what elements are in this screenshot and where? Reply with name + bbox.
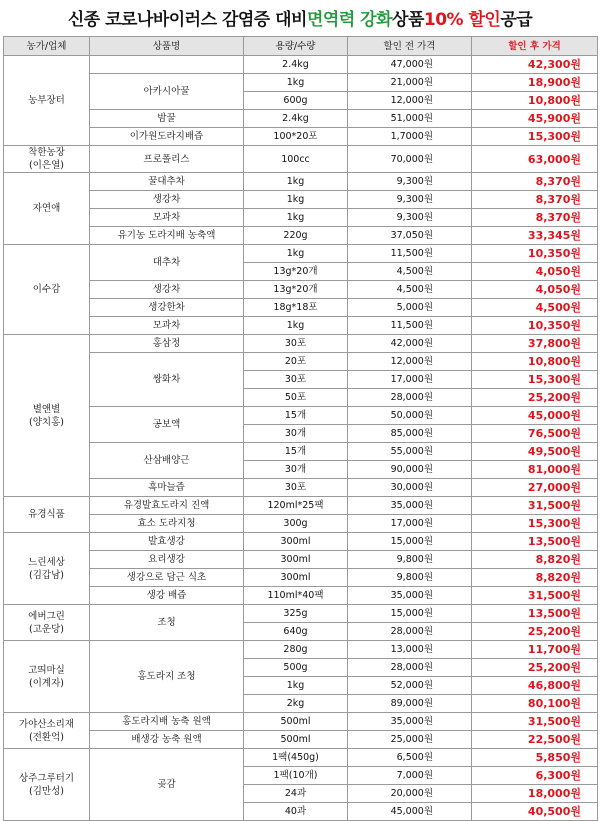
discount-price-cell: 49,500원	[472, 443, 598, 461]
original-price-cell: 28,000원	[348, 389, 472, 407]
product-cell: 홍도라지배 농축 원액	[90, 713, 244, 731]
original-price-cell: 11,500원	[348, 245, 472, 263]
page-title	[0, 0, 600, 34]
farm-cell: 자연애	[4, 173, 90, 245]
product-cell: 모과차	[90, 209, 244, 227]
size-cell: 500g	[244, 659, 348, 677]
size-cell: 1kg	[244, 317, 348, 335]
original-price-cell: 12,000원	[348, 353, 472, 371]
original-price-cell: 4,500원	[348, 263, 472, 281]
original-price-cell: 9,300원	[348, 209, 472, 227]
product-cell: 조청	[90, 605, 244, 641]
product-cell: 꿀대추차	[90, 173, 244, 191]
discount-price-cell: 46,800원	[472, 677, 598, 695]
original-price-cell: 9,800원	[348, 569, 472, 587]
discount-price-cell: 25,200원	[472, 659, 598, 677]
original-price-cell: 50,000원	[348, 407, 472, 425]
original-price-cell: 9,300원	[348, 173, 472, 191]
original-price-cell: 4,500원	[348, 281, 472, 299]
original-price-cell: 70,000원	[348, 146, 472, 173]
size-cell: 120ml*25팩	[244, 497, 348, 515]
original-price-cell: 35,000원	[348, 713, 472, 731]
original-price-cell: 25,000원	[348, 731, 472, 749]
discount-price-cell: 31,500원	[472, 587, 598, 605]
product-cell: 배생강 농축 원액	[90, 731, 244, 749]
size-cell: 30개	[244, 425, 348, 443]
product-cell: 프로폴리스	[90, 146, 244, 173]
original-price-cell: 11,500원	[348, 317, 472, 335]
table-row	[4, 128, 598, 146]
size-cell: 30포	[244, 335, 348, 353]
discount-price-cell: 81,000원	[472, 461, 598, 479]
size-cell: 24과	[244, 785, 348, 803]
discount-price-cell: 10,350원	[472, 245, 598, 263]
title-part-1: 신종 코로나바이러스 감염증 대비	[67, 9, 307, 30]
product-cell: 아카시아꿀	[90, 74, 244, 110]
product-cell: 생강한차	[90, 299, 244, 317]
original-price-cell: 28,000원	[348, 659, 472, 677]
table-row	[4, 56, 598, 74]
original-price-cell: 47,000원	[348, 56, 472, 74]
discount-price-cell: 15,300원	[472, 128, 598, 146]
discount-price-cell: 8,820원	[472, 569, 598, 587]
table-row	[4, 479, 598, 497]
size-cell: 100cc	[244, 146, 348, 173]
discount-price-cell: 10,800원	[472, 92, 598, 110]
table-row	[4, 335, 598, 353]
farm-cell: 농부장터	[4, 56, 90, 146]
farm-cell: 상주그루터기 (김만성)	[4, 749, 90, 821]
original-price-cell: 35,000원	[348, 497, 472, 515]
size-cell: 2.4kg	[244, 56, 348, 74]
discount-price-cell: 37,800원	[472, 335, 598, 353]
discount-price-cell: 15,300원	[472, 515, 598, 533]
product-cell: 밤꿀	[90, 110, 244, 128]
original-price-cell: 37,050원	[348, 227, 472, 245]
product-cell: 요리생강	[90, 551, 244, 569]
discount-price-cell: 27,000원	[472, 479, 598, 497]
discount-price-cell: 13,500원	[472, 533, 598, 551]
original-price-cell: 17,000원	[348, 371, 472, 389]
product-cell: 생강으로 담근 식초	[90, 569, 244, 587]
size-cell: 50포	[244, 389, 348, 407]
size-cell: 40과	[244, 803, 348, 821]
discount-price-cell: 31,500원	[472, 497, 598, 515]
original-price-cell: 90,000원	[348, 461, 472, 479]
size-cell: 300ml	[244, 551, 348, 569]
farm-cell: 고띄마실 (이계자)	[4, 641, 90, 713]
farm-cell: 유경식품	[4, 497, 90, 533]
product-cell: 흑마늘즙	[90, 479, 244, 497]
discount-price-cell: 45,000원	[472, 407, 598, 425]
product-cell: 모과차	[90, 317, 244, 335]
product-cell: 대추차	[90, 245, 244, 281]
product-cell: 공보액	[90, 407, 244, 443]
size-cell: 15개	[244, 443, 348, 461]
table-row	[4, 605, 598, 623]
table-row	[4, 497, 598, 515]
size-cell: 640g	[244, 623, 348, 641]
original-price-cell: 12,000원	[348, 92, 472, 110]
product-cell: 홍삼정	[90, 335, 244, 353]
farm-cell: 가야산소리재 (전환억)	[4, 713, 90, 749]
original-price-cell: 15,000원	[348, 605, 472, 623]
header-size: 용량/수량	[244, 37, 348, 56]
table-row	[4, 641, 598, 659]
original-price-cell: 85,000원	[348, 425, 472, 443]
size-cell: 280g	[244, 641, 348, 659]
table-body	[4, 56, 598, 821]
title-part-3: 상품	[392, 9, 424, 30]
original-price-cell: 6,500원	[348, 749, 472, 767]
size-cell: 1kg	[244, 245, 348, 263]
table-row	[4, 191, 598, 209]
original-price-cell: 30,000원	[348, 479, 472, 497]
discount-price-cell: 40,500원	[472, 803, 598, 821]
table-row	[4, 551, 598, 569]
discount-price-cell: 11,700원	[472, 641, 598, 659]
original-price-cell: 15,000원	[348, 533, 472, 551]
discount-price-cell: 25,200원	[472, 623, 598, 641]
discount-price-cell: 63,000원	[472, 146, 598, 173]
size-cell: 1kg	[244, 209, 348, 227]
farm-cell: 착한농장 (이은열)	[4, 146, 90, 173]
product-cell: 효소 도라지청	[90, 515, 244, 533]
size-cell: 300ml	[244, 569, 348, 587]
discount-price-cell: 8,370원	[472, 173, 598, 191]
discount-price-cell: 33,345원	[472, 227, 598, 245]
discount-price-cell: 8,820원	[472, 551, 598, 569]
discount-price-cell: 6,300원	[472, 767, 598, 785]
product-cell: 발효생강	[90, 533, 244, 551]
size-cell: 18g*18포	[244, 299, 348, 317]
discount-price-cell: 45,900원	[472, 110, 598, 128]
table-row	[4, 533, 598, 551]
product-cell: 이가원도라지배즙	[90, 128, 244, 146]
original-price-cell: 13,000원	[348, 641, 472, 659]
original-price-cell: 5,000원	[348, 299, 472, 317]
header-product: 상품명	[90, 37, 244, 56]
table-row	[4, 110, 598, 128]
size-cell: 1kg	[244, 74, 348, 92]
discount-price-cell: 10,800원	[472, 353, 598, 371]
title-part-5: 공급	[500, 9, 533, 30]
product-cell	[90, 56, 244, 74]
original-price-cell: 9,300원	[348, 191, 472, 209]
size-cell: 13g*20개	[244, 281, 348, 299]
size-cell: 13g*20개	[244, 263, 348, 281]
product-cell: 곶감	[90, 749, 244, 821]
discount-price-cell: 4,500원	[472, 299, 598, 317]
discount-price-cell: 4,050원	[472, 281, 598, 299]
table-row	[4, 353, 598, 371]
size-cell: 20포	[244, 353, 348, 371]
table-row	[4, 713, 598, 731]
size-cell: 600g	[244, 92, 348, 110]
original-price-cell: 20,000원	[348, 785, 472, 803]
table-row	[4, 74, 598, 92]
size-cell: 300g	[244, 515, 348, 533]
farm-cell: 느린세상 (김갑남)	[4, 533, 90, 605]
table-row	[4, 407, 598, 425]
table-row	[4, 173, 598, 191]
price-table	[3, 36, 598, 821]
product-cell: 유경발효도라지 진액	[90, 497, 244, 515]
discount-price-cell: 8,370원	[472, 191, 598, 209]
product-cell: 생강차	[90, 191, 244, 209]
size-cell: 1팩(450g)	[244, 749, 348, 767]
original-price-cell: 89,000원	[348, 695, 472, 713]
table-row	[4, 515, 598, 533]
size-cell: 1kg	[244, 191, 348, 209]
original-price-cell: 51,000원	[348, 110, 472, 128]
discount-price-cell: 31,500원	[472, 713, 598, 731]
table-row	[4, 749, 598, 767]
product-cell: 산삼배양근	[90, 443, 244, 479]
original-price-cell: 7,000원	[348, 767, 472, 785]
table-row	[4, 146, 598, 173]
product-cell: 생강차	[90, 281, 244, 299]
size-cell: 2kg	[244, 695, 348, 713]
original-price-cell: 21,000원	[348, 74, 472, 92]
original-price-cell: 42,000원	[348, 335, 472, 353]
discount-price-cell: 5,850원	[472, 749, 598, 767]
table-row	[4, 569, 598, 587]
discount-price-cell: 18,000원	[472, 785, 598, 803]
table-row	[4, 443, 598, 461]
table-header-row	[4, 37, 598, 56]
size-cell: 30포	[244, 371, 348, 389]
original-price-cell: 1,7000원	[348, 128, 472, 146]
size-cell: 2.4kg	[244, 110, 348, 128]
original-price-cell: 9,800원	[348, 551, 472, 569]
table-row	[4, 245, 598, 263]
discount-price-cell: 10,350원	[472, 317, 598, 335]
discount-price-cell: 15,300원	[472, 371, 598, 389]
discount-price-cell: 42,300원	[472, 56, 598, 74]
title-highlight-discount: 10% 할인	[423, 9, 501, 30]
table-row	[4, 209, 598, 227]
size-cell: 500ml	[244, 731, 348, 749]
header-discount-price: 할인 후 가격	[472, 37, 598, 56]
size-cell: 300ml	[244, 533, 348, 551]
table-row	[4, 317, 598, 335]
table-row	[4, 227, 598, 245]
discount-price-cell: 80,100원	[472, 695, 598, 713]
size-cell: 30개	[244, 461, 348, 479]
product-cell: 생강 배즙	[90, 587, 244, 605]
farm-cell: 별앤별 (양치홍)	[4, 335, 90, 497]
product-cell: 쌍화차	[90, 353, 244, 407]
original-price-cell: 45,000원	[348, 803, 472, 821]
table-row	[4, 587, 598, 605]
size-cell: 15개	[244, 407, 348, 425]
size-cell: 325g	[244, 605, 348, 623]
product-cell: 유기농 도라지배 농축액	[90, 227, 244, 245]
original-price-cell: 52,000원	[348, 677, 472, 695]
original-price-cell: 28,000원	[348, 623, 472, 641]
original-price-cell: 55,000원	[348, 443, 472, 461]
discount-price-cell: 22,500원	[472, 731, 598, 749]
product-cell: 홍도라지 조청	[90, 641, 244, 713]
size-cell: 500ml	[244, 713, 348, 731]
discount-price-cell: 25,200원	[472, 389, 598, 407]
size-cell: 30포	[244, 479, 348, 497]
discount-price-cell: 13,500원	[472, 605, 598, 623]
original-price-cell: 35,000원	[348, 587, 472, 605]
size-cell: 110ml*40팩	[244, 587, 348, 605]
table-row	[4, 281, 598, 299]
title-highlight-immunity: 면역력 강화	[306, 9, 393, 30]
discount-price-cell: 76,500원	[472, 425, 598, 443]
size-cell: 100*20포	[244, 128, 348, 146]
discount-price-cell: 8,370원	[472, 209, 598, 227]
size-cell: 1kg	[244, 173, 348, 191]
original-price-cell: 17,000원	[348, 515, 472, 533]
farm-cell: 이수감	[4, 245, 90, 335]
size-cell: 220g	[244, 227, 348, 245]
header-original-price: 할인 전 가격	[348, 37, 472, 56]
discount-price-cell: 4,050원	[472, 263, 598, 281]
table-row	[4, 299, 598, 317]
size-cell: 1팩(10개)	[244, 767, 348, 785]
discount-price-cell: 18,900원	[472, 74, 598, 92]
farm-cell: 에버그린 (고운당)	[4, 605, 90, 641]
table-row	[4, 731, 598, 749]
size-cell: 1kg	[244, 677, 348, 695]
header-farm: 농가/업체	[4, 37, 90, 56]
